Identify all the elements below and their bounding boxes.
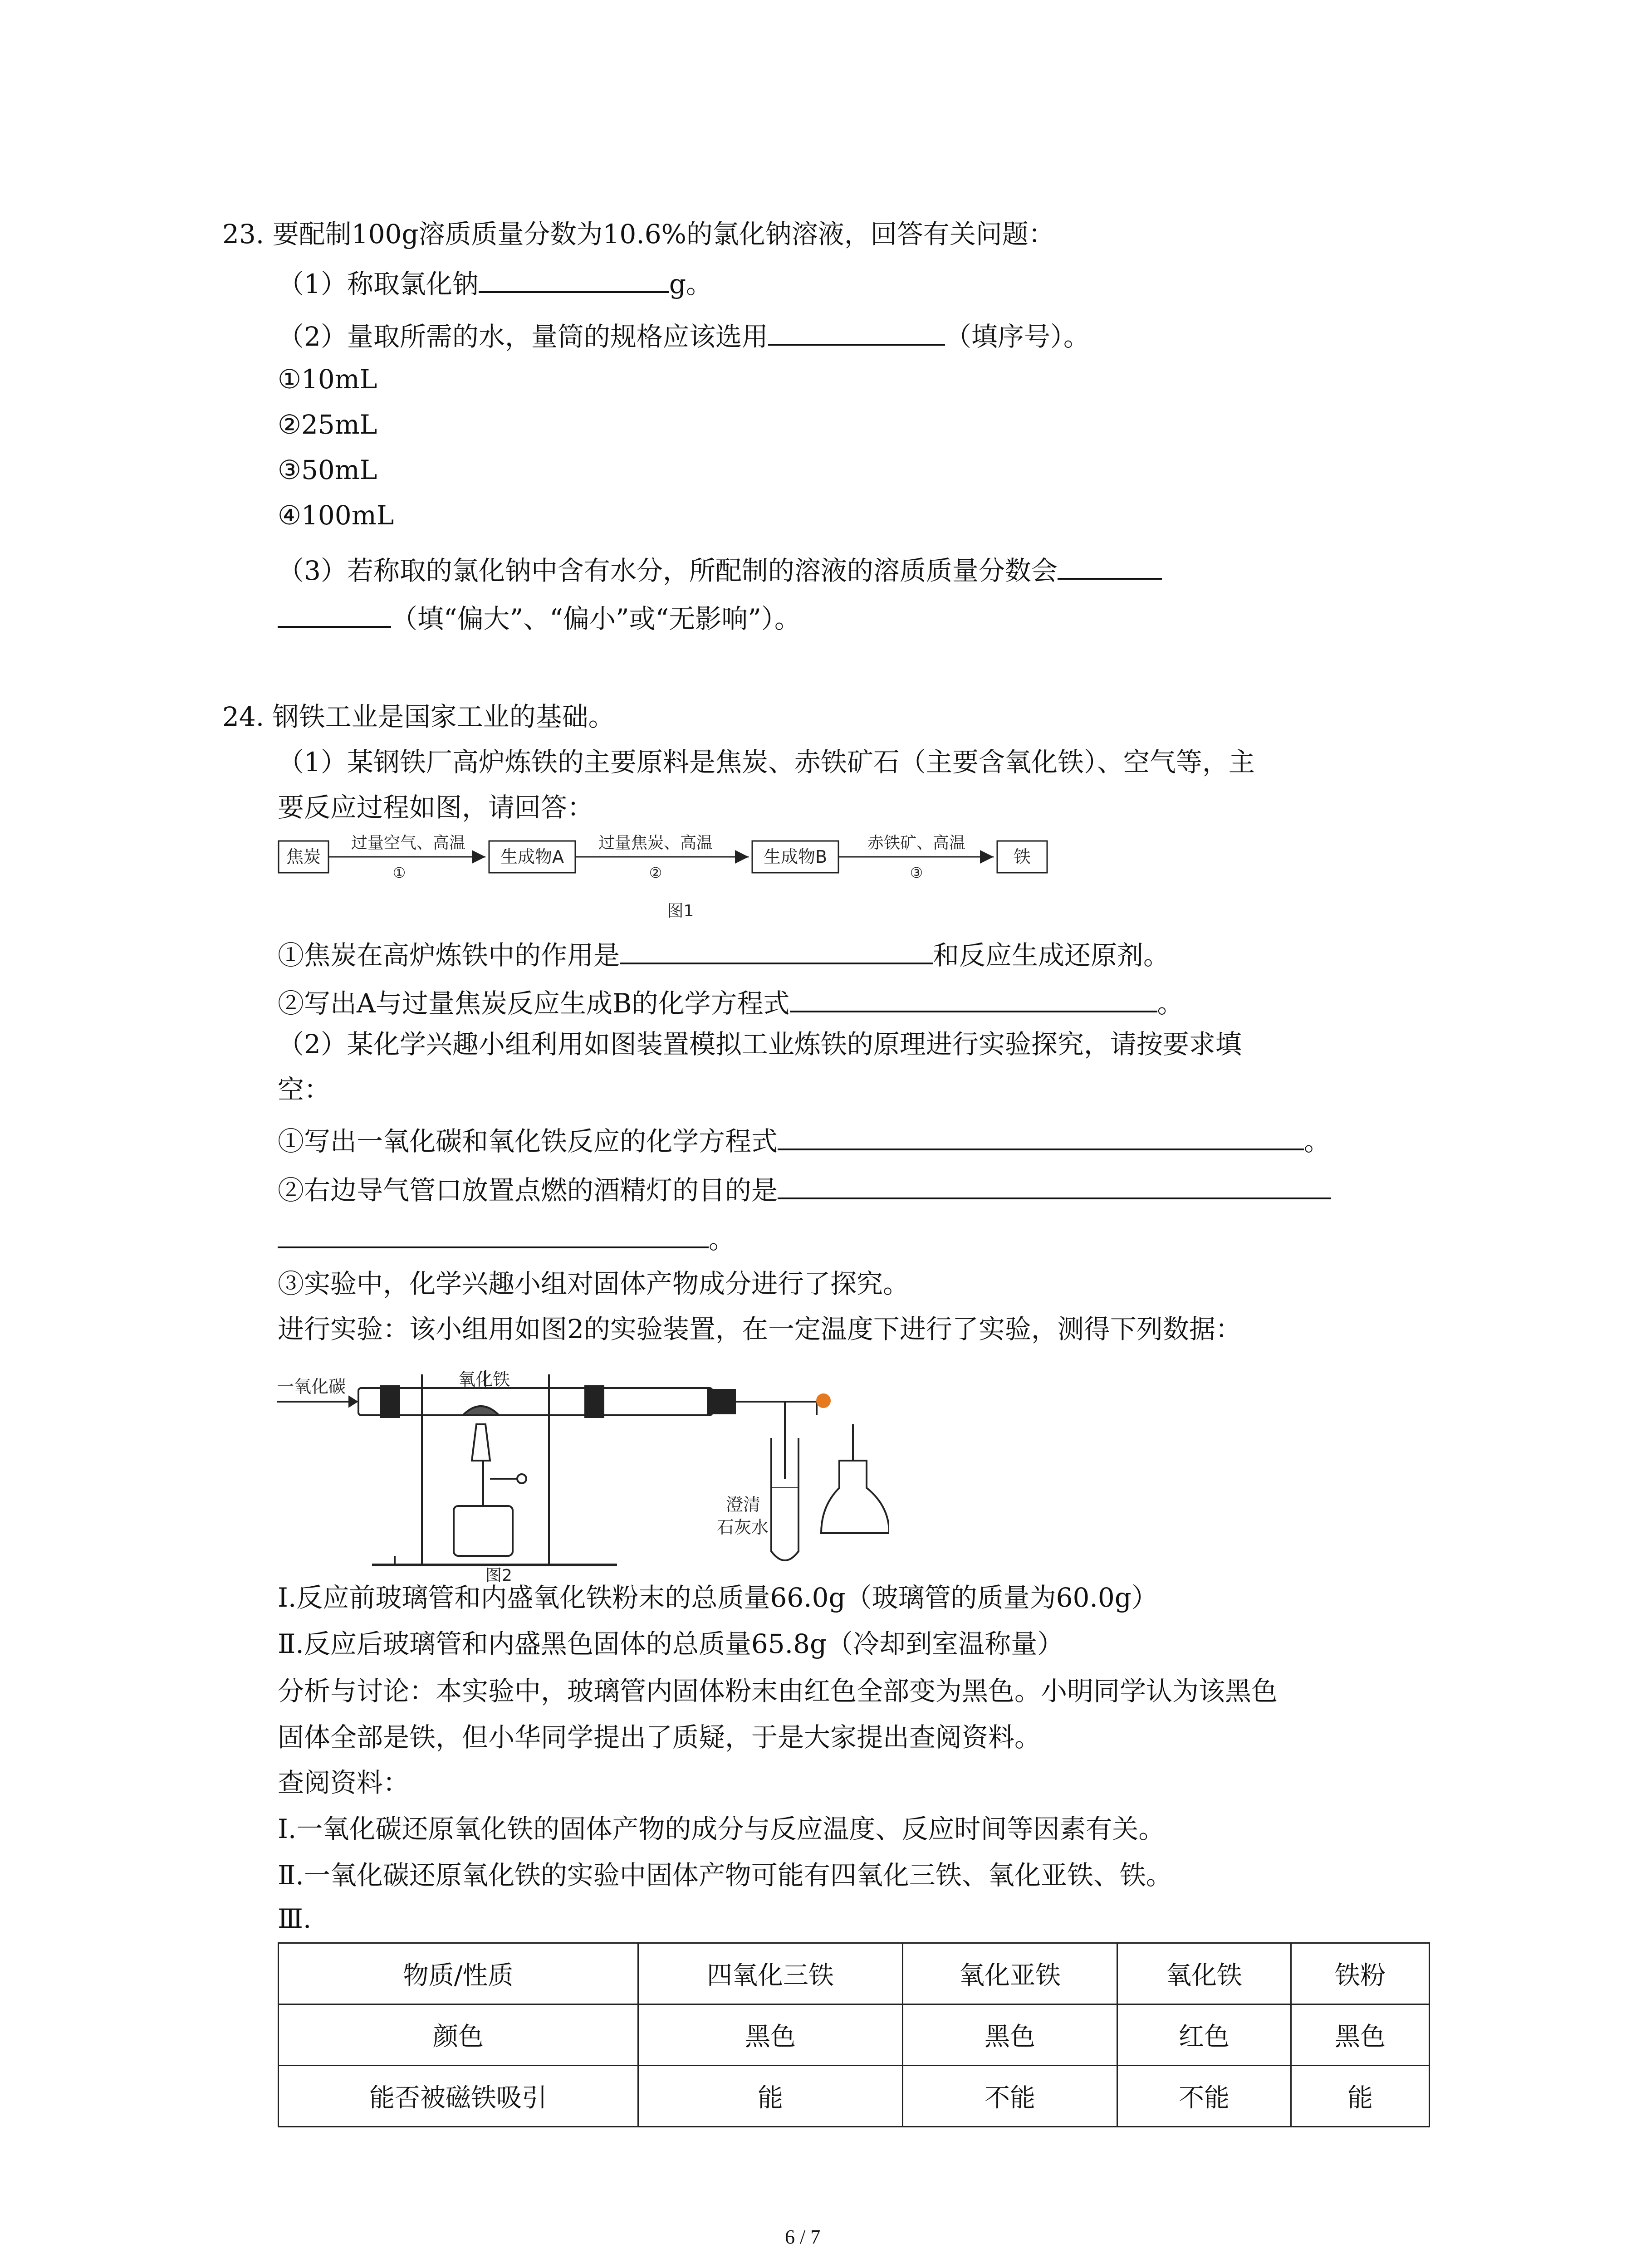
table-header-row [279,1943,1430,2004]
q23-part3-blank[interactable] [1058,550,1162,580]
table-header-cell: 物质/性质 [279,1943,638,2004]
q24-lookup: 查阅资料： [278,1767,410,1798]
q24-part1-line1: （1）某钢铁厂高炉炼铁的主要原料是焦炭、赤铁矿石（主要含氧化铁）、空气等，主 [278,747,1255,777]
figure1-caption: 图1 [667,902,694,920]
q23-part2-blank[interactable] [768,316,945,346]
page-number: 6 / 7 [785,2226,821,2248]
table-header-cell: 铁粉 [1291,1943,1430,2004]
q24-experiment: 进行实验：该小组用如图2的实验装置，在一定温度下进行了实验，测得下列数据： [278,1314,1242,1344]
q24-a1-text: ①焦炭在高炉炼铁中的作用是 [278,940,620,971]
iron-oxide-label: 氧化铁 [458,1370,510,1389]
q24-part2-line2: 空： [278,1074,331,1105]
figure2-apparatus [272,1370,889,1583]
q23-part3-blank-cont[interactable] [278,598,391,628]
q24-analysis-1: 分析与讨论：本实验中，玻璃管内固体粉末由红色全部变为黑色。小明同学认为该黑色 [278,1676,1278,1706]
q24-b1 [278,1120,1330,1159]
q24-b1-suffix: 。 [1304,1126,1331,1157]
q23-part2-text: （2）量取所需的水，量筒的规格应该选用 [278,321,768,352]
table-cell: 颜色 [279,2004,638,2066]
q23-part1-text: （1）称取氯化钠 [278,269,479,299]
q23-part1-unit: g。 [669,269,713,299]
flow-step2-num: ② [649,864,662,881]
table-cell: 黑色 [1291,2004,1430,2066]
burner-base [454,1506,513,1556]
flow-step3-label: 赤铁矿、高温 [867,834,966,852]
flow-box-2-label: 生成物A [500,847,564,867]
q23-part1 [278,263,712,302]
q24-b2-cont [278,1218,735,1257]
table-cell: 能否被磁铁吸引 [279,2066,638,2127]
q24-b2-blank[interactable] [778,1169,1331,1199]
q24-a1-blank[interactable] [620,934,933,964]
q24-info-1: Ⅰ.一氧化碳还原氧化铁的固体产物的成分与反应温度、反应时间等因素有关。 [278,1813,1165,1844]
q24-stem: 24. 钢铁工业是国家工业的基础。 [222,701,615,732]
properties-table [278,1942,1430,2127]
table-cell: 黑色 [903,2004,1117,2066]
limewater-label-2: 石灰水 [717,1517,769,1537]
table-cell: 不能 [1117,2066,1291,2127]
table-header-cell: 氧化铁 [1117,1943,1291,2004]
q23-part1-blank[interactable] [479,263,669,293]
q23-part3 [278,550,1162,589]
q24-b2 [278,1169,1331,1208]
q24-analysis-2: 固体全部是铁，但小华同学提出了质疑，于是大家提出查阅资料。 [278,1722,1041,1753]
table-cell: 不能 [903,2066,1117,2127]
q24-b1-text: ①写出一氧化碳和氧化铁反应的化学方程式 [278,1126,778,1157]
figure1-flow-diagram [272,830,1071,925]
co-label: 一氧化碳 [277,1377,346,1397]
q24-b1-blank[interactable] [778,1120,1304,1150]
q23-part2 [278,316,1090,355]
q24-a2 [278,982,1184,1022]
exhaust-tube [785,1402,817,1415]
flow-step3-num: ③ [910,864,923,881]
q24-b2-text: ②右边导气管口放置点燃的酒精灯的目的是 [278,1175,778,1206]
q23-part3-text: （3）若称取的氯化钠中含有水分，所配制的溶液的溶质质量分数会 [278,555,1058,586]
q23-option-3: ③50mL [278,455,377,485]
q24-info-2: Ⅱ.一氧化碳还原氧化铁的实验中固体产物可能有四氧化三铁、氧化亚铁、铁。 [278,1860,1172,1891]
glass-tube [358,1388,712,1415]
iron-oxide-powder [463,1406,499,1415]
q24-b3: ③实验中，化学兴趣小组对固体产物成分进行了探究。 [278,1268,910,1299]
q23-part3-suffix: （填“偏大”、“偏小”或“无影响”）。 [391,603,801,634]
right-stopper [585,1386,603,1417]
burner-flame-guard [472,1424,490,1461]
q24-a2-suffix: 。 [1157,988,1184,1019]
table-cell: 黑色 [638,2004,903,2066]
limewater-label-1: 澄清 [726,1495,761,1515]
q24-a2-blank[interactable] [790,982,1157,1012]
flow-box-4-label: 铁 [1013,847,1031,867]
flow-step1-num: ① [392,864,406,881]
table-cell: 能 [1291,2066,1430,2127]
burner-knob [517,1474,526,1483]
figure2-caption: 图2 [485,1566,512,1583]
q24-info-3: Ⅲ. [278,1903,312,1934]
q23-part2-suffix: （填序号）。 [945,321,1090,352]
q24-a1-suffix: 和反应生成还原剂。 [933,940,1170,971]
q24-b2-suffix: 。 [709,1224,735,1255]
table-row [279,2066,1430,2127]
q24-data-2: Ⅱ.反应后玻璃管和内盛黑色固体的总质量65.8g（冷却到室温称量） [278,1628,1064,1659]
q24-a1 [278,934,1170,973]
alcohol-lamp [821,1461,889,1533]
flow-box-3-label: 生成物B [763,847,828,867]
delivery-tube [735,1402,785,1479]
tube-connector [708,1390,735,1413]
table-row [279,2004,1430,2066]
flow-box-1-label: 焦炭 [286,847,321,867]
table-cell: 能 [638,2066,903,2127]
q23-option-2: ②25mL [278,409,377,440]
q24-part2-line1: （2）某化学兴趣小组利用如图装置模拟工业炼铁的原理进行实验探究，请按要求填 [278,1029,1242,1060]
co-inlet-arrowhead [349,1397,357,1406]
q24-b2-blank-cont[interactable] [278,1218,709,1248]
q24-a2-text: ②写出A与过量焦炭反应生成B的化学方程式 [278,988,790,1019]
table-header-cell: 四氧化三铁 [638,1943,903,2004]
q23-option-4: ④100mL [278,500,394,531]
table-cell: 红色 [1117,2004,1291,2066]
table-header-cell: 氧化亚铁 [903,1943,1117,2004]
q23-stem: 23. 要配制100g溶质质量分数为10.6%的氯化钠溶液，回答有关问题： [222,219,1055,249]
flow-step1-label: 过量空气、高温 [351,834,466,852]
q24-data-1: Ⅰ.反应前玻璃管和内盛氧化铁粉末的总质量66.0g（玻璃管的质量为60.0g） [278,1582,1158,1613]
q23-option-1: ①10mL [278,364,377,395]
left-stopper [381,1386,399,1417]
exhaust-flame [817,1394,830,1407]
q24-part1-line2: 要反应过程如图，请回答： [278,792,594,823]
flow-step2-label: 过量焦炭、高温 [598,834,713,852]
q23-part3-cont [278,598,801,637]
